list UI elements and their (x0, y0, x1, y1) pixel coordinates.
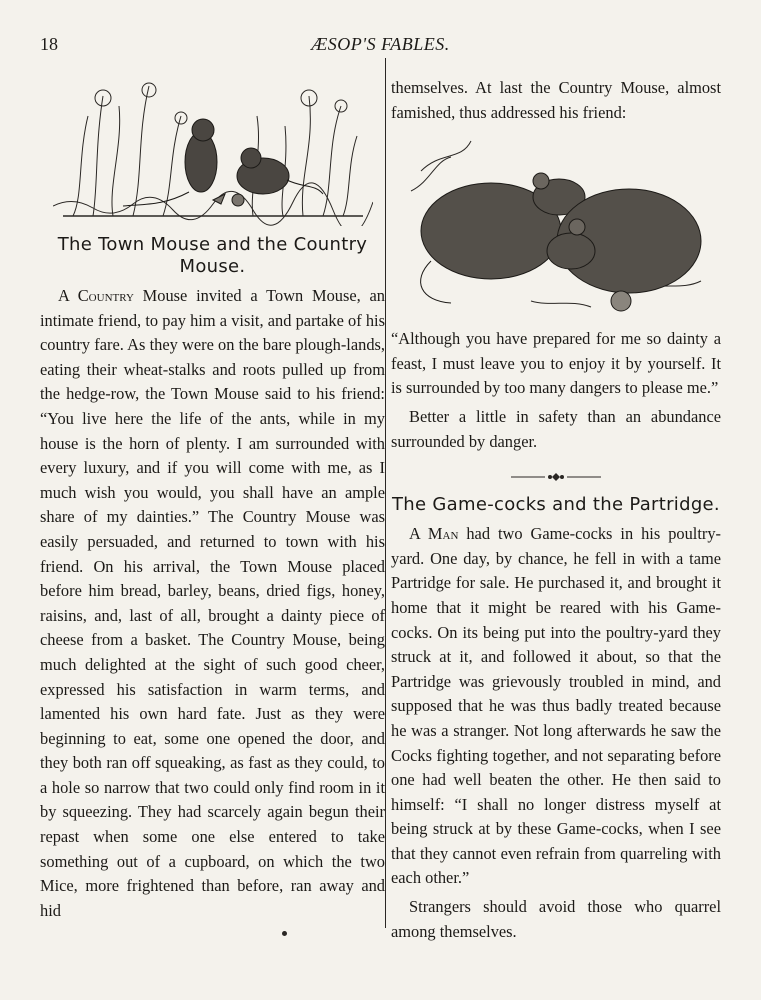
mice-in-grass-illustration (53, 76, 373, 226)
fable2-title: The Game-cocks and the Partridge. (392, 494, 720, 516)
section-divider-ornament (511, 472, 601, 482)
fable1-closing: “Although you have prepared for me so dainty a feast, I must leave you to enjoy it by yourself. It is surrounded by too many dangers to please me.” (391, 329, 721, 398)
fable1-body-text: Mouse invited a Town Mouse, an intimate friend, to pay him a visit, and partake of his country fare. As they were on the bare plough-lands, eating their wheat-stalks and roots pulled up from the hedge-row, the Town Mouse said to his friend: “You live here the life of the ants, while in my house is the horn of plenty. I am surrounded with every luxury, and if you will come with me, as I much wish you would, you shall have an ample share of my dainties.” The Country Mouse was easily persuaded, and returned to town with his friend. On his arrival, the Town Mouse placed before him bread, barley, beans, dried figs, honey, raisins, and, last of all, brought a dainty piece of cheese from a basket. The Country Mouse, being much delighted at the sight of such good cheer, expressed his satisfaction in warm terms, and lamented his own hard fate. Just as they were beginning to eat, some one opened the door, and they both ran off squeaking, as fast as they could, to a hole so narrow that two could only find room in it by squeezing. They had scarcely again begun their repast when some one else entered to take something out of a cupboard, on which the two Mice, more frightened than before, ran away and hid (40, 286, 385, 920)
running-title: ÆSOP'S FABLES. (311, 34, 450, 54)
fable1-body (40, 284, 385, 923)
fable2-body (391, 522, 721, 891)
fable1-title: The Town Mouse and the Country Mouse. (57, 234, 368, 277)
page-number: 18 (40, 34, 58, 54)
page-header (40, 34, 721, 58)
fable2-body-text: had two Game-cocks in his poultry-yard. One day, by chance, he fell in with a tame Partridge for sale. He purchased it, and brought it home that it might be reared with his Game-cocks. On its being put into the poultry-yard they struck at it, and followed it about, so that the Partridge was grievously troubled in mind, and supposed that he was thus badly treated because he was a stranger. Not long afterwards he saw the Cocks fighting together, and not separating before one had well beaten the other. He then said to himself: “I shall no longer distress myself at being struck at by these Game-cocks, when I see that they cannot even refrain from quarreling with each other.” (391, 524, 721, 888)
fable2-opening-caps: A Man (409, 524, 459, 544)
fable1-moral: Better a little in safety than an abundance surrounded by danger. (391, 406, 721, 451)
footer-mark (282, 931, 287, 936)
left-column (40, 76, 385, 923)
fable1-continued: themselves. At last the Country Mouse, almost famished, thus addressed his friend: (391, 78, 721, 122)
column-rule (385, 58, 386, 928)
two-mice-eating-illustration (401, 131, 711, 321)
fable2-moral: Strangers should avoid those who quarrel among themselves. (391, 897, 721, 941)
fable1-opening-caps: A Country (58, 286, 134, 305)
right-column (391, 76, 721, 944)
